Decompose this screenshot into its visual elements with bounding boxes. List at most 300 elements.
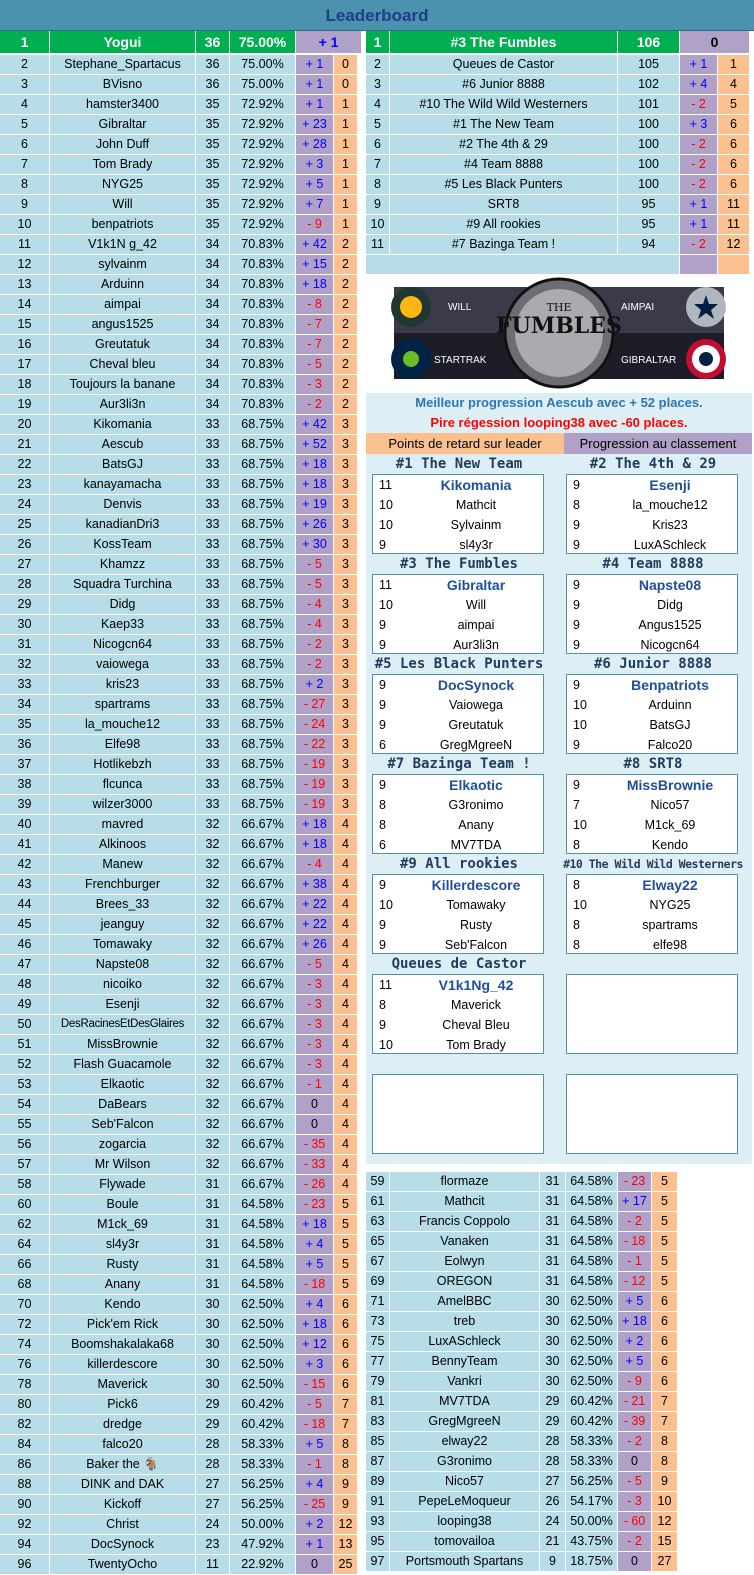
- player-row: [0, 675, 358, 695]
- roster-captain: [373, 475, 543, 495]
- player-progression: - 3: [296, 1015, 334, 1035]
- member-score: 10: [379, 598, 393, 612]
- player-progression: + 28: [296, 135, 334, 155]
- member-score: 9: [573, 478, 580, 492]
- player-progression: + 5: [296, 1435, 334, 1455]
- player-points: 34: [196, 315, 230, 335]
- player-points: 33: [196, 435, 230, 455]
- player-progression: + 1: [296, 1535, 334, 1555]
- player-row: [0, 955, 358, 975]
- player-right-points: 31: [540, 1252, 566, 1272]
- member-name: Will: [465, 598, 487, 612]
- player-progression: + 5: [296, 175, 334, 195]
- team-rank: 8: [366, 175, 390, 195]
- team-gap: 11: [718, 215, 750, 235]
- player-rank: 33: [0, 675, 50, 695]
- player-progression: - 7: [296, 315, 334, 335]
- player-progression: - 2: [296, 635, 334, 655]
- player-points: 32: [196, 815, 230, 835]
- player-progression: - 22: [296, 735, 334, 755]
- member-score: 9: [379, 678, 386, 692]
- player-gap: 3: [334, 515, 358, 535]
- player-points: 30: [196, 1355, 230, 1375]
- player-points: 34: [196, 235, 230, 255]
- roster-member: [373, 1015, 543, 1035]
- player-pct: 68.75%: [230, 415, 296, 435]
- player-rank: 37: [0, 755, 50, 775]
- player-name: Frenchburger: [50, 875, 196, 895]
- player-right-rank: 69: [366, 1272, 390, 1292]
- player-gap: 12: [334, 1515, 358, 1535]
- player-pct: 68.75%: [230, 535, 296, 555]
- player-gap: 4: [334, 1115, 358, 1135]
- worst-progression-note: Pire régession looping38 avec -60 places.: [366, 413, 752, 433]
- player-right-progression: + 18: [618, 1312, 652, 1332]
- player-gap: 4: [334, 915, 358, 935]
- player-rank: 82: [0, 1415, 50, 1435]
- player-row-right: [366, 1292, 678, 1312]
- player-right-points: 29: [540, 1412, 566, 1432]
- player-pct: 72.92%: [230, 195, 296, 215]
- player-points: 33: [196, 515, 230, 535]
- player-pct: 70.83%: [230, 395, 296, 415]
- member-name: Maverick: [450, 998, 501, 1012]
- player-points: 33: [196, 475, 230, 495]
- fumbles-logo-image: [366, 277, 752, 389]
- player-row-right: [366, 1172, 678, 1192]
- player-gap: 0: [334, 75, 358, 95]
- player-name: Will: [50, 195, 196, 215]
- player-gap: 1: [334, 195, 358, 215]
- team-row: [366, 155, 750, 175]
- roster-member: [373, 595, 543, 615]
- player-rank: 42: [0, 855, 50, 875]
- player-points: 33: [196, 735, 230, 755]
- player-row-right: [366, 1312, 678, 1332]
- player-rank: 39: [0, 795, 50, 815]
- player-row: [0, 635, 358, 655]
- player-right-rank: 75: [366, 1332, 390, 1352]
- player-name: MissBrownie: [50, 1035, 196, 1055]
- roster-member: [567, 595, 737, 615]
- player-points: 30: [196, 1335, 230, 1355]
- team-points: 100: [618, 115, 680, 135]
- team-points: 94: [618, 235, 680, 255]
- player-points: 33: [196, 695, 230, 715]
- player-progression: - 4: [296, 615, 334, 635]
- roster-member: [567, 795, 737, 815]
- player-right-pct: 54.17%: [566, 1492, 618, 1512]
- player-pct: 75.00%: [230, 55, 296, 75]
- roster-box-empty: [566, 974, 738, 1054]
- player-points: 33: [196, 795, 230, 815]
- player-pct: 68.75%: [230, 655, 296, 675]
- player-pct: 68.75%: [230, 475, 296, 495]
- player-gap: 25: [334, 1555, 358, 1575]
- member-score: 8: [379, 798, 386, 812]
- player-rank: 21: [0, 435, 50, 455]
- member-name: MV7TDA: [450, 838, 502, 852]
- member-name: Benpatriots: [631, 677, 709, 693]
- player-row: [0, 375, 358, 395]
- player-name: Flash Guacamole: [50, 1055, 196, 1075]
- roster-member: [373, 795, 543, 815]
- player-name: Greutatuk: [50, 335, 196, 355]
- player-progression: + 1: [296, 75, 334, 95]
- player-name: Flywade: [50, 1175, 196, 1195]
- team-gap: 6: [718, 175, 750, 195]
- player-rank: 35: [0, 715, 50, 735]
- player-rank: 96: [0, 1555, 50, 1575]
- team-progression: + 1: [680, 55, 718, 75]
- player-points: 31: [196, 1235, 230, 1255]
- player-right-name: AmelBBC: [390, 1292, 540, 1312]
- player-right-gap: 8: [652, 1452, 678, 1472]
- player-pct: 56.25%: [230, 1475, 296, 1495]
- player-name: Pick6: [50, 1395, 196, 1415]
- player-pct: 70.83%: [230, 275, 296, 295]
- player-rank: 17: [0, 355, 50, 375]
- team-name: #7 Bazinga Team !: [390, 235, 618, 255]
- player-points: 32: [196, 1095, 230, 1115]
- player-right-name: Mathcit: [390, 1192, 540, 1212]
- player-right-points: 31: [540, 1172, 566, 1192]
- member-name: Didg: [657, 598, 683, 612]
- player-pct: 62.50%: [230, 1375, 296, 1395]
- player-pct: 70.83%: [230, 315, 296, 335]
- player-name: Baker the 🐐: [50, 1455, 196, 1475]
- player-right-pct: 64.58%: [566, 1272, 618, 1292]
- player-row: [0, 1315, 358, 1335]
- team-name: #1 The New Team: [390, 115, 618, 135]
- player-name: kanayamacha: [50, 475, 196, 495]
- player-pct: 66.67%: [230, 935, 296, 955]
- player-gap: 6: [334, 1315, 358, 1335]
- member-score: 8: [573, 838, 580, 852]
- roster-member: [567, 815, 737, 835]
- player-gap: 5: [334, 1215, 358, 1235]
- team-row: [366, 235, 750, 255]
- player-pct: 68.75%: [230, 675, 296, 695]
- player-pct: 66.67%: [230, 1095, 296, 1115]
- player-progression: - 2: [296, 655, 334, 675]
- player-gap: 5: [334, 1195, 358, 1215]
- team-name: #2 The 4th & 29: [390, 135, 618, 155]
- member-name: DocSynock: [437, 677, 515, 693]
- player-row: [0, 795, 358, 815]
- player-pct: 68.75%: [230, 455, 296, 475]
- player-right-pct: 60.42%: [566, 1392, 618, 1412]
- player-points: 33: [196, 455, 230, 475]
- player-name: NYG25: [50, 175, 196, 195]
- player-progression: + 1: [296, 95, 334, 115]
- player-points: 34: [196, 255, 230, 275]
- player-gap: 7: [334, 1395, 358, 1415]
- team-rank: 6: [366, 135, 390, 155]
- player-rank: 20: [0, 415, 50, 435]
- player-progression: + 18: [296, 1215, 334, 1235]
- player-gap: 3: [334, 635, 358, 655]
- roster-captain: [567, 775, 737, 795]
- player-gap: 4: [334, 875, 358, 895]
- player-right-pct: 64.58%: [566, 1192, 618, 1212]
- roster-member: [373, 895, 543, 915]
- player-row: [0, 215, 358, 235]
- player-name: Tom Brady: [50, 155, 196, 175]
- player-name: la_mouche12: [50, 715, 196, 735]
- player-pct: 70.83%: [230, 295, 296, 315]
- player-rank: 70: [0, 1295, 50, 1315]
- player-points: 29: [196, 1395, 230, 1415]
- player-points: 23: [196, 1535, 230, 1555]
- player-gap: 6: [334, 1335, 358, 1355]
- player-points: 32: [196, 835, 230, 855]
- player-progression: - 4: [296, 595, 334, 615]
- player-name: hamster3400: [50, 95, 196, 115]
- roster-member: [373, 535, 543, 555]
- player-right-gap: 5: [652, 1212, 678, 1232]
- player-row-right: [366, 1252, 678, 1272]
- player-row: [0, 575, 358, 595]
- player-row: [0, 275, 358, 295]
- player-right-rank: 95: [366, 1532, 390, 1552]
- member-name: Elway22: [642, 877, 698, 893]
- player-pct: 68.75%: [230, 515, 296, 535]
- player-pct: 72.92%: [230, 95, 296, 115]
- player-pct: 72.92%: [230, 175, 296, 195]
- team-gap: 6: [718, 115, 750, 135]
- player-points: 32: [196, 1115, 230, 1135]
- player-points: 33: [196, 655, 230, 675]
- player-row: [0, 1135, 358, 1155]
- player-right-points: 31: [540, 1232, 566, 1252]
- player-right-pct: 43.75%: [566, 1532, 618, 1552]
- player-right-points: 21: [540, 1532, 566, 1552]
- player-points: 33: [196, 635, 230, 655]
- player-rank: 34: [0, 695, 50, 715]
- player-right-name: Nico57: [390, 1472, 540, 1492]
- player-rank: 43: [0, 875, 50, 895]
- player-rank: 38: [0, 775, 50, 795]
- player-progression: + 18: [296, 835, 334, 855]
- player-name: Napste08: [50, 955, 196, 975]
- player-gap: 4: [334, 1075, 358, 1095]
- member-name: Tomawaky: [446, 898, 506, 912]
- player-name: nicoiko: [50, 975, 196, 995]
- player-gap: 4: [334, 995, 358, 1015]
- player-row: [0, 895, 358, 915]
- player-rank: 86: [0, 1455, 50, 1475]
- player-progression: + 1: [296, 55, 334, 75]
- player-row-right: [366, 1532, 678, 1552]
- member-name: elfe98: [652, 938, 688, 952]
- roster-member: [373, 515, 543, 535]
- player-rank: 56: [0, 1135, 50, 1155]
- player-row: [0, 1455, 358, 1475]
- player-progression: + 23: [296, 115, 334, 135]
- player-pct: 56.25%: [230, 1495, 296, 1515]
- player-right-gap: 15: [652, 1532, 678, 1552]
- player-pct: 68.75%: [230, 635, 296, 655]
- player-progression: 0: [296, 1115, 334, 1135]
- player-row-right: [366, 1392, 678, 1412]
- player-pct: 66.67%: [230, 975, 296, 995]
- player-rank: 6: [0, 135, 50, 155]
- player-right-gap: 7: [652, 1392, 678, 1412]
- player-rank: 31: [0, 635, 50, 655]
- player-right-pct: 64.58%: [566, 1252, 618, 1272]
- player-pct: 62.50%: [230, 1315, 296, 1335]
- roster-member: [567, 695, 737, 715]
- player-right-rank: 89: [366, 1472, 390, 1492]
- player-points: 35: [196, 155, 230, 175]
- roster-member: [567, 535, 737, 555]
- member-name: GregMgreeN: [439, 738, 513, 752]
- player-name: Manew: [50, 855, 196, 875]
- player-progression: - 19: [296, 795, 334, 815]
- roster-team-name: #2 The 4th & 29: [560, 454, 746, 474]
- team-progression: + 4: [680, 75, 718, 95]
- player-row: [0, 1335, 358, 1355]
- team-name: #4 Team 8888: [390, 155, 618, 175]
- player-row-right: [366, 1432, 678, 1452]
- player-name: KossTeam: [50, 535, 196, 555]
- player-row: [0, 1475, 358, 1495]
- player-right-progression: + 5: [618, 1292, 652, 1312]
- player-name: Kikomania: [50, 415, 196, 435]
- player-name: John Duff: [50, 135, 196, 155]
- roster-box: [372, 474, 544, 554]
- member-score: 8: [573, 878, 580, 892]
- player-rank: 13: [0, 275, 50, 295]
- player-rank: 51: [0, 1035, 50, 1055]
- player-right-progression: - 2: [618, 1212, 652, 1232]
- player-points: 35: [196, 135, 230, 155]
- player-right-points: 24: [540, 1512, 566, 1532]
- player-name: Kendo: [50, 1295, 196, 1315]
- player-progression: - 2: [296, 395, 334, 415]
- player-progression: - 25: [296, 1495, 334, 1515]
- player-name: sylvainm: [50, 255, 196, 275]
- player-right-rank: 61: [366, 1192, 390, 1212]
- player-right-rank: 71: [366, 1292, 390, 1312]
- player-gap: 2: [334, 375, 358, 395]
- player-name: Elkaotic: [50, 1075, 196, 1095]
- roster-box: [566, 874, 738, 954]
- member-score: 8: [573, 938, 580, 952]
- player-row: [0, 1495, 358, 1515]
- player-pct: 68.75%: [230, 495, 296, 515]
- player-right-points: 30: [540, 1332, 566, 1352]
- roster-member: [373, 935, 543, 955]
- player-row: [0, 55, 358, 75]
- roster-captain: [373, 575, 543, 595]
- player-right-name: elway22: [390, 1432, 540, 1452]
- member-score: 9: [573, 638, 580, 652]
- player-row: [0, 735, 358, 755]
- team-progression: - 2: [680, 155, 718, 175]
- roster-member: [567, 495, 737, 515]
- player-row: [0, 835, 358, 855]
- player-rank: 80: [0, 1395, 50, 1415]
- player-row: [0, 1235, 358, 1255]
- player-row: [0, 535, 358, 555]
- member-score: 8: [379, 998, 386, 1012]
- player-progression: + 42: [296, 235, 334, 255]
- roster-member: [373, 495, 543, 515]
- player-name: Mr Wilson: [50, 1155, 196, 1175]
- player-right-points: 31: [540, 1192, 566, 1212]
- player-rank: 78: [0, 1375, 50, 1395]
- player-right-gap: 6: [652, 1352, 678, 1372]
- player-row-right: [366, 1512, 678, 1532]
- player-right-gap: 5: [652, 1252, 678, 1272]
- player-rank: 60: [0, 1195, 50, 1215]
- player-progression: - 5: [296, 1395, 334, 1415]
- player-name: Kickoff: [50, 1495, 196, 1515]
- player-name: Pick'em Rick: [50, 1315, 196, 1335]
- player-progression: + 7: [296, 195, 334, 215]
- player-rank: 94: [0, 1535, 50, 1555]
- member-score: 9: [573, 738, 580, 752]
- player-points: 27: [196, 1475, 230, 1495]
- player-gap: 1: [334, 175, 358, 195]
- leader-progression: + 1: [296, 31, 362, 54]
- player-row: [0, 975, 358, 995]
- player-pct: 72.92%: [230, 115, 296, 135]
- player-gap: 2: [334, 255, 358, 275]
- member-score: 9: [573, 778, 580, 792]
- roster-box: [566, 474, 738, 554]
- player-right-progression: - 60: [618, 1512, 652, 1532]
- player-pct: 70.83%: [230, 255, 296, 275]
- player-row: [0, 435, 358, 455]
- player-row: [0, 1515, 358, 1535]
- player-right-progression: + 5: [618, 1352, 652, 1372]
- member-name: Cheval Bleu: [442, 1018, 510, 1032]
- player-progression: 0: [296, 1555, 334, 1575]
- team-empty-gap: [718, 255, 750, 275]
- player-rank: 58: [0, 1175, 50, 1195]
- roster-box: [566, 674, 738, 754]
- player-gap: 4: [334, 1035, 358, 1055]
- player-rank: 88: [0, 1475, 50, 1495]
- player-right-name: G3ronimo: [390, 1452, 540, 1472]
- player-right-progression: - 1: [618, 1252, 652, 1272]
- player-right-points: 9: [540, 1552, 566, 1572]
- player-rank: 92: [0, 1515, 50, 1535]
- member-name: la_mouche12: [632, 498, 708, 512]
- member-name: Killerdescore: [431, 877, 521, 893]
- player-rank: 45: [0, 915, 50, 935]
- player-points: 29: [196, 1415, 230, 1435]
- player-progression: + 18: [296, 275, 334, 295]
- member-name: Vaiowega: [449, 698, 503, 712]
- player-row-right: [366, 1552, 678, 1572]
- player-name: benpatriots: [50, 215, 196, 235]
- roster-team-name: #4 Team 8888: [560, 554, 746, 574]
- member-name: Falco20: [647, 738, 693, 752]
- player-points: 32: [196, 1155, 230, 1175]
- player-row: [0, 1215, 358, 1235]
- player-row: [0, 1255, 358, 1275]
- player-gap: 6: [334, 1375, 358, 1395]
- member-name: Mathcit: [455, 498, 497, 512]
- player-gap: 5: [334, 1235, 358, 1255]
- logo-label-aimpai: AIMPAI: [621, 302, 655, 313]
- roster-team-name: #7 Bazinga Team !: [366, 754, 552, 774]
- player-rank: 19: [0, 395, 50, 415]
